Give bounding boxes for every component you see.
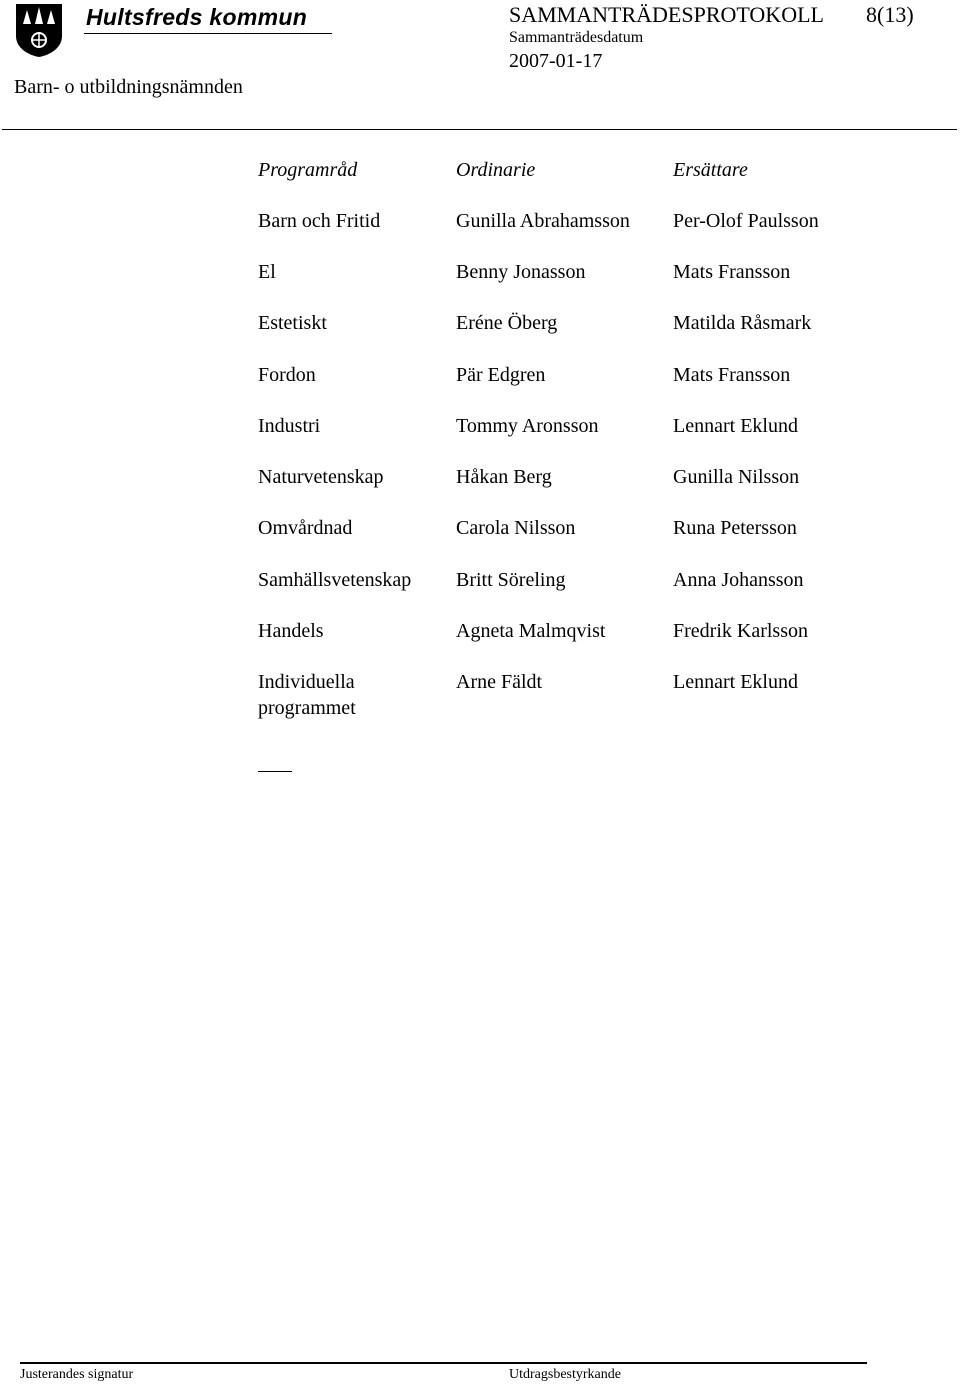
program-cell: Naturvetenskap — [258, 466, 384, 488]
meeting-date-value: 2007-01-17 — [509, 50, 603, 72]
program-cell: Barn och Fritid — [258, 210, 381, 232]
ordinarie-cell: Håkan Berg — [456, 466, 552, 488]
ersattare-cell: Mats Fransson — [673, 261, 791, 283]
ersattare-cell: Lennart Eklund — [673, 415, 798, 437]
program-cell: El — [258, 261, 276, 283]
ordinarie-cell: Agneta Malmqvist — [456, 620, 606, 642]
column-header-program: Programråd — [258, 159, 358, 181]
ordinarie-cell: Gunilla Abrahamsson — [456, 210, 630, 232]
ersattare-cell: Mats Fransson — [673, 364, 791, 386]
program-cell: Estetiskt — [258, 312, 327, 334]
org-name: Hultsfreds kommun — [86, 4, 308, 30]
column-header-ordinarie: Ordinarie — [456, 159, 536, 181]
ersattare-cell: Lennart Eklund — [673, 671, 798, 693]
ersattare-cell: Matilda Råsmark — [673, 312, 812, 334]
ordinarie-cell: Carola Nilsson — [456, 517, 576, 539]
program-cell: Omvårdnad — [258, 517, 353, 539]
program-cell: Individuella programmet — [258, 671, 356, 719]
ersattare-cell: Anna Johansson — [673, 569, 804, 591]
extract-certification-label: Utdragsbestyrkande — [509, 1367, 621, 1382]
ordinarie-cell: Benny Jonasson — [456, 261, 586, 283]
municipality-crest-logo — [14, 2, 64, 58]
ordinarie-cell: Pär Edgren — [456, 364, 546, 386]
short-divider — [258, 771, 292, 772]
signature-label: Justerandes signatur — [20, 1367, 134, 1382]
ordinarie-cell: Eréne Öberg — [456, 312, 558, 334]
committee-name: Barn- o utbildningsnämnden — [14, 76, 243, 98]
meeting-date-label: Sammanträdesdatum — [509, 29, 644, 46]
program-cell: Samhällsvetenskap — [258, 569, 412, 591]
ersattare-cell: Gunilla Nilsson — [673, 466, 800, 488]
program-cell: Industri — [258, 415, 321, 437]
ordinarie-cell: Tommy Aronsson — [456, 415, 599, 437]
footer-divider — [20, 1362, 867, 1364]
program-cell: Fordon — [258, 364, 316, 386]
protocol-title: SAMMANTRÄDESPROTOKOLL — [509, 2, 824, 27]
ersattare-cell: Fredrik Karlsson — [673, 620, 808, 642]
page-number: 8(13) — [866, 2, 914, 27]
column-header-ersattare: Ersättare — [673, 159, 748, 181]
program-cell: Handels — [258, 620, 324, 642]
org-name-underline — [84, 33, 332, 34]
ordinarie-cell: Arne Fäldt — [456, 671, 543, 693]
ordinarie-cell: Britt Söreling — [456, 569, 566, 591]
header-divider — [2, 129, 957, 130]
ersattare-cell: Per-Olof Paulsson — [673, 210, 819, 232]
ersattare-cell: Runa Petersson — [673, 517, 797, 539]
